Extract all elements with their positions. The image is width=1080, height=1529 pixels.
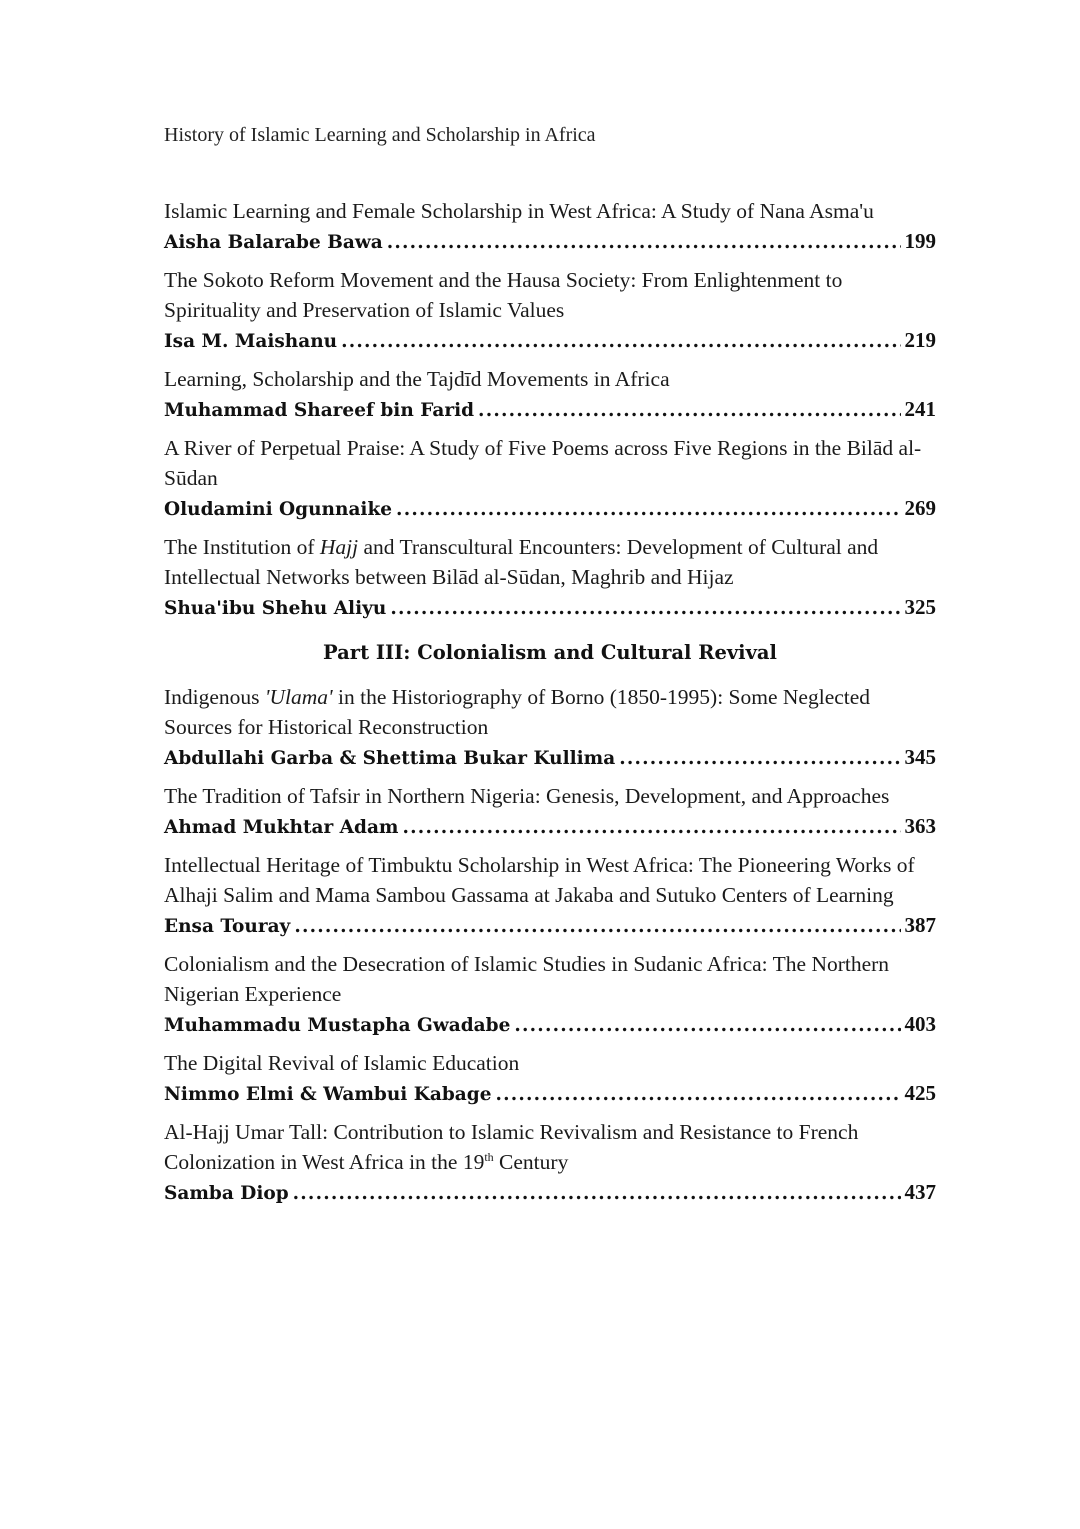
toc-entry bbox=[164, 433, 936, 523]
dot-leader bbox=[514, 1011, 900, 1041]
author-line bbox=[164, 226, 936, 256]
chapter-title: The Digital Revival of Islamic Education bbox=[164, 1051, 520, 1075]
dot-leader bbox=[293, 1179, 901, 1209]
author-line bbox=[164, 1009, 936, 1039]
toc-entry bbox=[164, 850, 936, 940]
dot-leader bbox=[396, 495, 900, 525]
author-line bbox=[164, 811, 936, 841]
page-number: 345 bbox=[904, 745, 936, 769]
chapter-title: The Sokoto Reform Movement and the Hausa Society: From Enlightenment to Spirituality and Preservation of Islamic Values bbox=[164, 268, 843, 322]
chapter-author: Nimmo Elmi & Wambui Kabage bbox=[164, 1084, 492, 1105]
dot-leader bbox=[294, 912, 900, 942]
author-line bbox=[164, 493, 936, 523]
title-text: Al-Hajj Umar Tall: Contribution to Islamic Revivalism and Resistance to French Colonization in West Africa in the 19 bbox=[164, 1120, 859, 1174]
dot-leader bbox=[341, 327, 900, 357]
author-line bbox=[164, 1078, 936, 1108]
title-superscript: th bbox=[484, 1149, 494, 1164]
title-italic-term: 'Ulama' bbox=[264, 685, 333, 709]
toc-entry bbox=[164, 682, 936, 772]
dot-leader bbox=[403, 813, 901, 843]
toc-entry bbox=[164, 1117, 936, 1207]
toc-entry bbox=[164, 364, 936, 424]
table-of-contents bbox=[164, 196, 936, 1216]
running-head: History of Islamic Learning and Scholarship in Africa bbox=[164, 124, 596, 146]
page-number: 425 bbox=[904, 1081, 936, 1105]
author-line bbox=[164, 394, 936, 424]
toc-entry bbox=[164, 949, 936, 1039]
chapter-author: Abdullahi Garba & Shettima Bukar Kullima bbox=[164, 748, 616, 769]
part-heading: Part III: Colonialism and Cultural Revival bbox=[323, 641, 777, 664]
chapter-title: Colonialism and the Desecration of Islamic Studies in Sudanic Africa: The Northern Nigerian Experience bbox=[164, 952, 890, 1006]
chapter-title bbox=[164, 1117, 936, 1177]
page-number: 437 bbox=[904, 1180, 936, 1204]
title-text: Century bbox=[493, 1150, 569, 1174]
dot-leader bbox=[387, 228, 901, 258]
chapter-author: Oludamini Ogunnaike bbox=[164, 499, 393, 520]
chapter-author: Shua'ibu Shehu Aliyu bbox=[164, 598, 387, 619]
page-number: 269 bbox=[904, 496, 936, 520]
toc-entry bbox=[164, 265, 936, 355]
dot-leader bbox=[478, 396, 900, 426]
author-line bbox=[164, 592, 936, 622]
chapter-author: Muhammad Shareef bin Farid bbox=[164, 400, 475, 421]
chapter-title: Learning, Scholarship and the Tajdīd Movements in Africa bbox=[164, 367, 670, 391]
chapter-author: Muhammadu Mustapha Gwadabe bbox=[164, 1015, 511, 1036]
chapter-author: Ensa Touray bbox=[164, 916, 291, 937]
chapter-title: A River of Perpetual Praise: A Study of Five Poems across Five Regions in the Bilād al-Sūdan bbox=[164, 436, 922, 490]
chapter-author: Aisha Balarabe Bawa bbox=[164, 232, 383, 253]
toc-entry bbox=[164, 781, 936, 841]
title-text: The Institution of bbox=[164, 535, 320, 559]
title-text: and Transcultural Encounters: Development of Cultural and Intellectual Networks between Bilād al-Sūdan, Maghrib and Hijaz bbox=[164, 535, 879, 589]
chapter-title: Islamic Learning and Female Scholarship in West Africa: A Study of Nana Asma'u bbox=[164, 199, 874, 223]
page-number: 325 bbox=[904, 595, 936, 619]
chapter-author: Samba Diop bbox=[164, 1183, 289, 1204]
page-number: 403 bbox=[904, 1012, 936, 1036]
author-line bbox=[164, 325, 936, 355]
author-line bbox=[164, 1177, 936, 1207]
author-line bbox=[164, 910, 936, 940]
toc-entry bbox=[164, 1048, 936, 1108]
page-number: 199 bbox=[904, 229, 936, 253]
title-text: in the Historiography of Borno (1850-1995): Some Neglected Sources for Historical Reconstruction bbox=[164, 685, 871, 739]
toc-entry bbox=[164, 532, 936, 622]
dot-leader bbox=[390, 594, 900, 624]
author-line bbox=[164, 742, 936, 772]
page-number: 387 bbox=[904, 913, 936, 937]
chapter-title: Intellectual Heritage of Timbuktu Scholarship in West Africa: The Pioneering Works of Alhaji Salim and Mama Sambou Gassama at Jakaba and Sutuko Centers of Learning bbox=[164, 853, 915, 907]
chapter-title bbox=[164, 682, 936, 742]
toc-entry bbox=[164, 196, 936, 256]
page-number: 363 bbox=[904, 814, 936, 838]
chapter-author: Isa M. Maishanu bbox=[164, 331, 338, 352]
page-number: 241 bbox=[904, 397, 936, 421]
title-text: Indigenous bbox=[164, 685, 265, 709]
page-number: 219 bbox=[904, 328, 936, 352]
chapter-title: The Tradition of Tafsir in Northern Nigeria: Genesis, Development, and Approaches bbox=[164, 784, 890, 808]
chapter-author: Ahmad Mukhtar Adam bbox=[164, 817, 399, 838]
dot-leader bbox=[619, 744, 900, 774]
title-italic-term: Hajj bbox=[319, 535, 359, 559]
dot-leader bbox=[495, 1080, 900, 1110]
chapter-title bbox=[164, 532, 936, 592]
